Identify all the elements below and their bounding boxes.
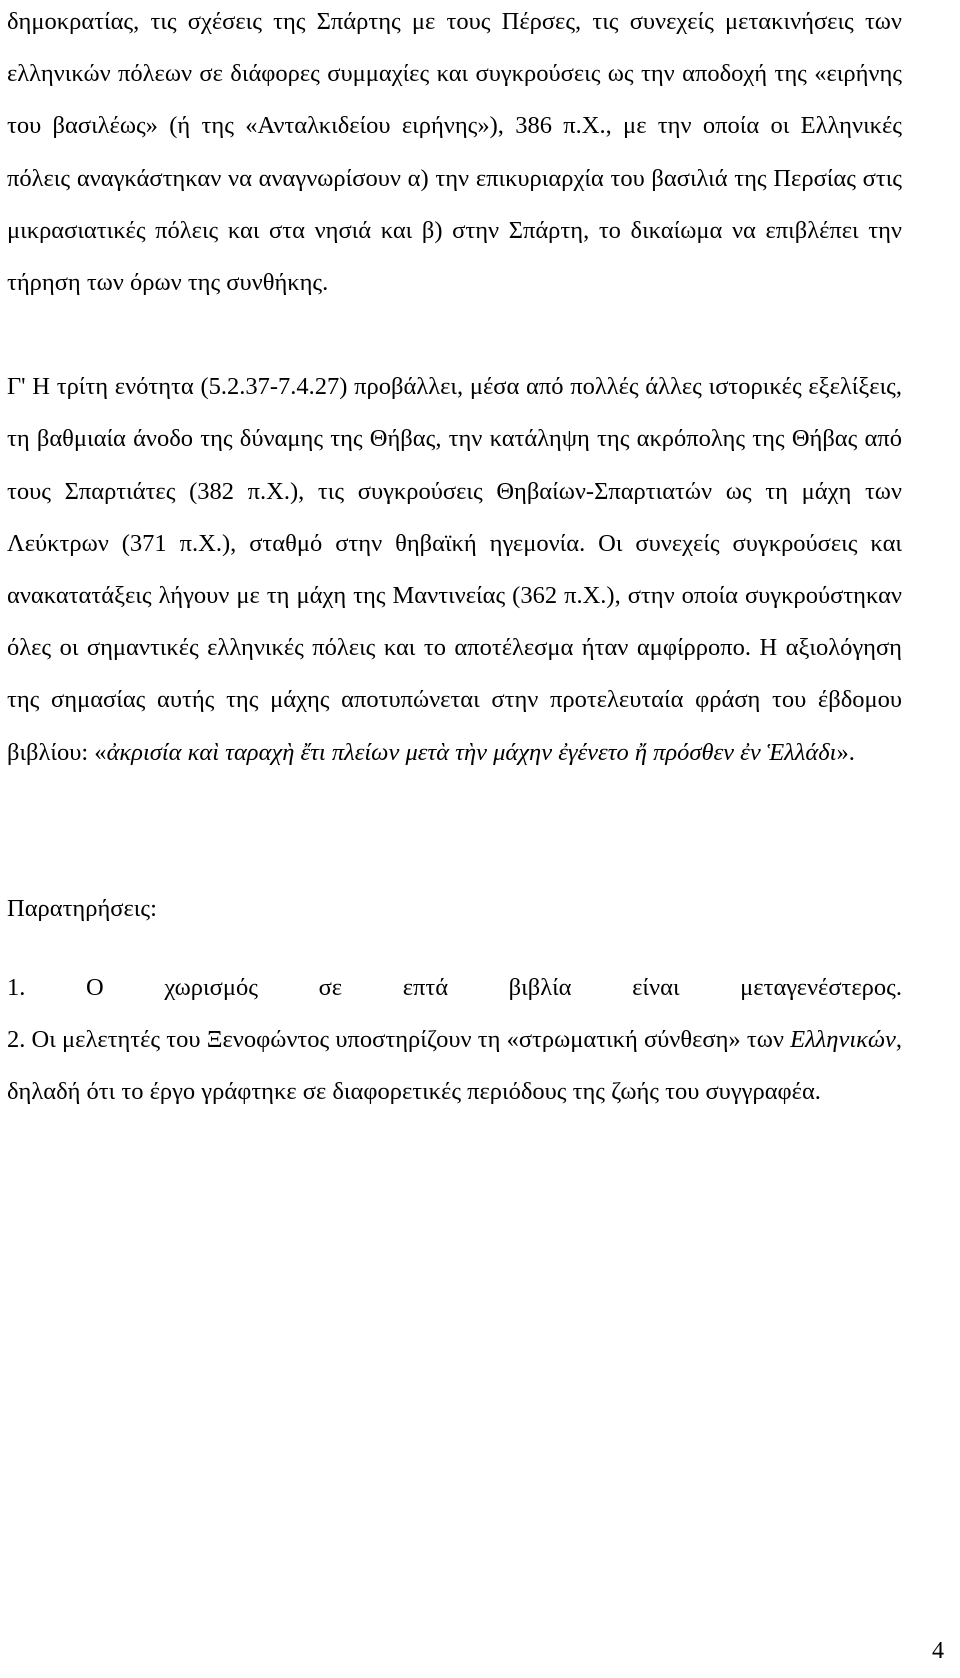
notes-list — [7, 962, 902, 1119]
quote-closing: ». — [836, 738, 855, 766]
notes-heading: Παρατηρήσεις: — [7, 894, 157, 922]
paragraph-third-section — [7, 361, 902, 779]
note-item-2-end: , δηλαδή ότι το έργο γράφτηκε σε διαφορετικές περιόδους της ζωής του συγγραφέα. — [7, 1026, 902, 1106]
page-number: 4 — [932, 1638, 944, 1664]
document-page — [7, 0, 902, 1119]
note-item-2-start: 2. Οι μελετητές του Ξενοφώντος υποστηρίζουν τη «στρωματική σύνθεση» των — [7, 1026, 791, 1054]
note-item-2 — [7, 1014, 902, 1118]
paragraph-third-section-text: Γ' Η τρίτη ενότητα (5.2.37-7.4.27) προβάλλει, μέσα από πολλές άλλες ιστορικές εξελίξεις, τη βαθμιαία άνοδο της δύναμης της Θήβας, την κατάληψη της ακρόπολης της Θήβας από τους Σπαρτιάτες (382 π.Χ.), τις συγκρούσεις Θηβαίων-Σπαρτιατών ως τη μάχη των Λεύκτρων (371 π.Χ.), σταθμό στην θηβαϊκή ηγεμονία. Οι συνεχείς συγκρούσεις και ανακατατάξεις λήγουν με τη μάχη της Μαντινείας (362 π.Χ.), στην οποία συγκρούστηκαν όλες οι σημαντικές ελληνικές πόλεις και το αποτέλεσμα ήταν αμφίρροπο. Η αξιολόγηση της σημασίας αυτής της μάχης αποτυπώνεται στην προτελευταία φράση του έβδομου βιβλίου: « — [7, 373, 902, 766]
note-item-1: 1. Ο χωρισμός σε επτά βιβλία είναι μεταγενέστερος. — [7, 974, 902, 1002]
hellenica-title: Ελληνικών — [790, 1026, 896, 1054]
paragraph-persian-relations: δημοκρατίας, τις σχέσεις της Σπάρτης με τους Πέρσες, τις συνεχείς μετακινήσεις των ελληνικών πόλεων σε διάφορες συμμαχίες και συγκρούσεις ως την αποδοχή της «ειρήνης του βασιλέως» (ή της «Ανταλκιδείου ειρήνης»), 386 π.Χ., με την οποία οι Ελληνικές πόλεις αναγκάστηκαν να αναγνωρίσουν α) την επικυριαρχία του βασιλιά της Περσίας στις μικρασιατικές πόλεις και στα νησιά και β) στην Σπάρτη, το δικαίωμα να επιβλέπει την τήρηση των όρων της συνθήκης. — [7, 8, 902, 297]
xenophon-quote: ἀκρισία καὶ ταραχὴ ἔτι πλείων μετὰ τὴν μάχην ἐγένετο ἤ πρόσθεν ἐν Ἑλλάδι — [106, 738, 837, 766]
